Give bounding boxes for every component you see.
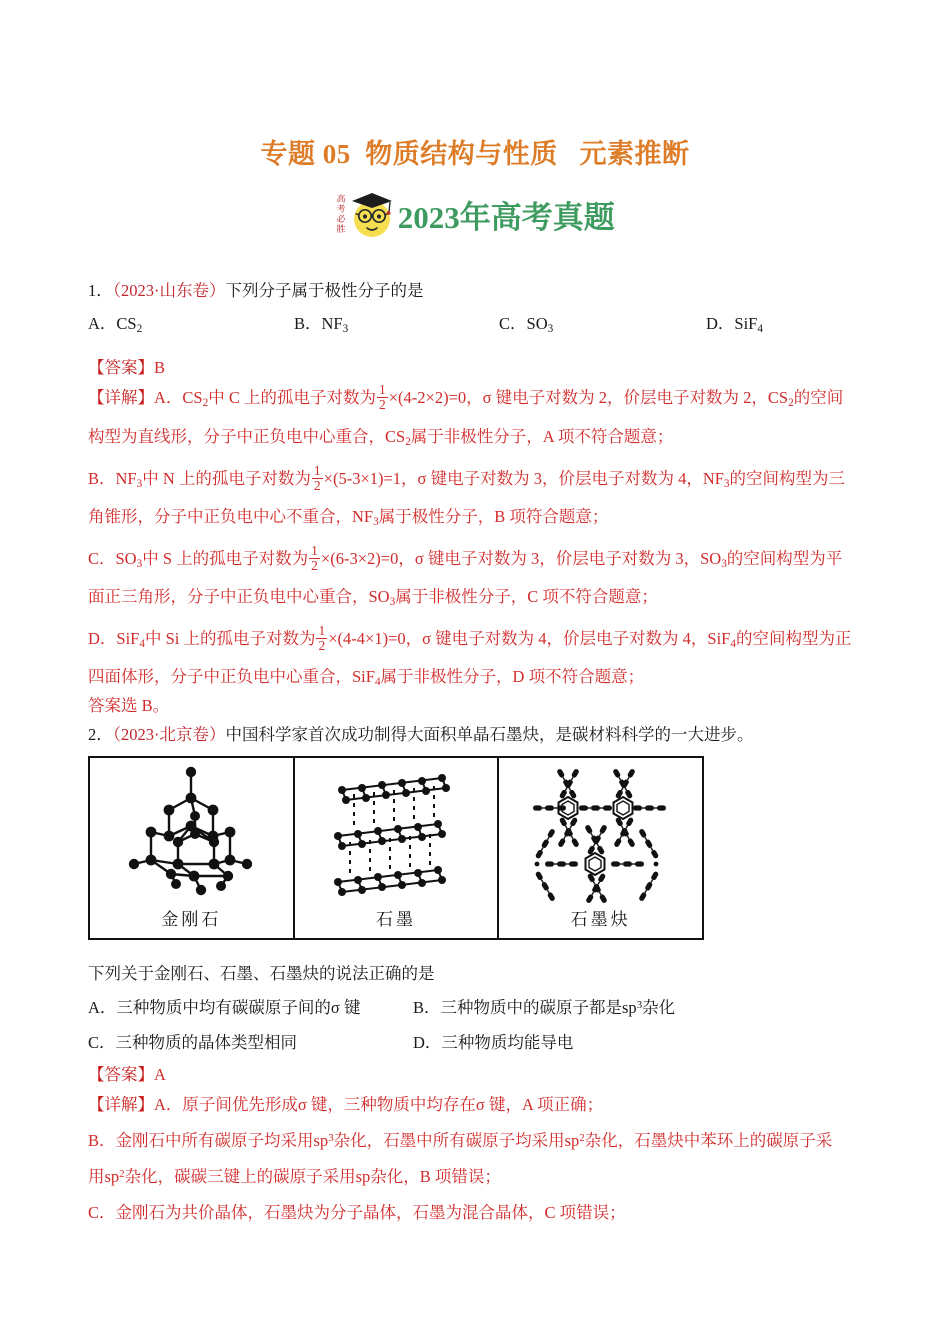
page-title: 专题 05 物质结构与性质 元素推断 — [260, 139, 690, 169]
q1-option-a-label: A． — [88, 314, 117, 333]
t: 属于非极性分子，D 项不符合题意； — [380, 667, 645, 686]
q2-option-b-label: B． — [413, 998, 441, 1017]
q1-source: （2023·山东卷） — [112, 281, 226, 300]
q2-option-c-text: 三种物质的晶体类型相同 — [115, 1033, 298, 1052]
t: C．SO — [88, 548, 137, 568]
q2-number: 2． — [88, 725, 113, 744]
q1-option-a[interactable] — [88, 310, 294, 335]
q2-option-c[interactable] — [88, 1029, 413, 1053]
q2-stem: 中国科学家首次成功制得大面积单晶石墨炔，是碳材料科学的一大进步。 — [225, 725, 754, 744]
t: 杂化，石墨中所有碳原子均采用sp — [333, 1131, 580, 1150]
q1-number: 1． — [88, 281, 113, 300]
t: 的空间 — [793, 387, 844, 407]
q1-option-d-formula: SiF — [734, 314, 758, 333]
t: 的空间构型为平 — [726, 548, 843, 568]
q1-option-d[interactable] — [706, 310, 763, 335]
graphite-layers-icon — [295, 762, 498, 905]
t: ×(5-3×1)=1，σ 键电子对数为 3，价层电子对数为 4，NF — [323, 468, 724, 488]
banner — [0, 186, 950, 242]
q1-explain-c-line2 — [88, 585, 888, 611]
q1-option-d-sub: 4 — [757, 323, 763, 336]
figure-cell-diamond — [90, 758, 295, 938]
q2-explain-b-line2 — [88, 1165, 888, 1190]
t: 3 — [136, 477, 143, 490]
t: ×(6-3×2)=0，σ 键电子对数为 3，价层电子对数为 3，SO — [320, 548, 722, 568]
q1-explain-c-line1 — [88, 544, 888, 573]
figure-cell-graphite — [295, 758, 500, 938]
q2-option-a-text: 三种物质中均有碳碳原子间的σ 键 — [116, 998, 361, 1017]
q1-answer-line — [88, 356, 888, 381]
t: 2 — [579, 1132, 585, 1145]
t: 四面体形，分子中正负电中心重合，SiF — [88, 667, 375, 686]
t: 属于极性分子，B 项符合题意； — [378, 507, 609, 526]
q2-option-b[interactable] — [413, 994, 675, 1018]
q2-option-d-label: D． — [413, 1033, 442, 1052]
t: 杂化，B 项错误； — [370, 1167, 501, 1186]
fraction-one-half — [316, 624, 327, 653]
q1-option-c-formula: SO — [526, 314, 548, 333]
t: 杂化 — [642, 998, 676, 1017]
t: 4 — [374, 676, 381, 689]
t: B．NF — [88, 468, 137, 488]
q1-option-a-formula: CS — [116, 314, 137, 333]
t: 3 — [389, 596, 396, 609]
q1-option-c-sub: 3 — [547, 323, 554, 336]
t: 3 — [636, 999, 643, 1012]
q1-option-c-label: C． — [499, 314, 527, 333]
q1-explain-d-line1 — [88, 624, 888, 653]
q2-answer-value: A — [154, 1065, 166, 1084]
figure-caption-graphite: 石墨 — [376, 910, 416, 929]
fraction-one-half — [309, 544, 320, 573]
diamond-lattice-icon — [90, 762, 293, 905]
t: 中 C 上的孤电子对数为 — [208, 387, 376, 407]
fraction-one-half — [377, 383, 388, 412]
t: 4 — [730, 637, 736, 650]
q2-source: （2023·北京卷） — [112, 725, 226, 744]
q1-options — [88, 310, 908, 335]
t: 的空间构型为三 — [729, 468, 846, 488]
t: 2 — [378, 396, 386, 412]
q1-option-b-formula: NF — [321, 314, 343, 333]
t: 2 — [311, 557, 318, 573]
q1-answer-tag: 【答案】 — [88, 358, 154, 377]
q2-options-row2 — [88, 1029, 908, 1053]
q1-option-d-label: D． — [706, 314, 735, 333]
t: 1 — [378, 382, 386, 397]
t: 1 — [313, 463, 321, 478]
q2-explain-a-line — [88, 1093, 888, 1118]
t: 杂化，碳碳三键上的碳原子采用sp — [124, 1167, 371, 1186]
q2-stem2: 下列关于金刚石、石墨、石墨炔的说法正确的是 — [88, 964, 435, 983]
q1-option-a-sub: 2 — [136, 323, 143, 336]
t: 3 — [328, 1132, 334, 1145]
q1-option-c[interactable] — [499, 310, 706, 335]
t: 1 — [318, 623, 326, 638]
q2-option-d[interactable] — [413, 1029, 573, 1053]
q1-option-b[interactable] — [294, 310, 499, 335]
q1-explain-b-line2 — [88, 505, 888, 531]
t: 属于非极性分子，A 项不符合题意； — [410, 427, 674, 446]
q2-option-a-label: A． — [88, 998, 117, 1017]
q2-option-d-text: 三种物质均能导电 — [441, 1033, 574, 1052]
q2-explain-b-line1 — [88, 1129, 888, 1154]
t: 2 — [405, 436, 411, 449]
t: 3 — [136, 557, 143, 570]
q1-explain-tag: 【详解】 — [88, 387, 154, 407]
t: ×(4-2×2)=0，σ 键电子对数为 2，价层电子对数为 2，CS — [388, 387, 789, 407]
graphdiyne-network-icon — [499, 762, 702, 905]
figure-caption-diamond: 金刚石 — [161, 910, 222, 929]
q1-explain-b-line1 — [88, 464, 888, 493]
t: A．CS — [154, 387, 203, 407]
graduate-smiley-icon — [347, 188, 397, 240]
t: 2 — [313, 477, 321, 493]
t: D．SiF — [88, 628, 140, 648]
t: 属于非极性分子，C 项不符合题意； — [395, 587, 658, 606]
q1-answer-value: B — [154, 358, 166, 377]
q1-stem-line — [88, 279, 888, 304]
figure-cell-graphdiyne — [499, 758, 702, 938]
q2-explain-tag: 【详解】 — [88, 1095, 154, 1114]
q2-options-row1 — [88, 994, 908, 1018]
q2-answer-tag: 【答案】 — [88, 1065, 154, 1084]
t: 3 — [723, 477, 730, 490]
q1-stem: 下列分子属于极性分子的是 — [225, 281, 424, 300]
q1-option-b-sub: 3 — [342, 323, 349, 336]
mascot-side-label: 高考必胜 — [335, 193, 346, 235]
t: 角锥形，分子中正负电中心不重合，NF — [88, 507, 374, 526]
t: 中 N 上的孤电子对数为 — [142, 468, 311, 488]
t: 2 — [202, 396, 209, 409]
t: A．原子间优先形成σ 键，三种物质中均存在σ 键，A 项正确； — [154, 1095, 604, 1114]
carbon-allotropes-figure — [88, 756, 704, 940]
t: 2 — [318, 637, 326, 653]
t: 2 — [788, 396, 794, 409]
q2-stem-line — [88, 723, 888, 748]
t: 三种物质中的碳原子都是sp — [440, 998, 637, 1017]
t: 中 S 上的孤电子对数为 — [142, 548, 309, 568]
q2-option-c-label: C． — [88, 1033, 116, 1052]
t: 构型为直线形，分子中正负电中心重合，CS — [88, 427, 406, 446]
q1-explain-d-line2 — [88, 665, 888, 691]
q1-final-answer: 答案选 B。 — [88, 696, 170, 715]
q1-option-b-label: B． — [294, 314, 322, 333]
t: 用sp — [88, 1167, 120, 1186]
t: 3 — [373, 516, 379, 529]
t: 1 — [311, 543, 318, 558]
q2-answer-line — [88, 1063, 888, 1088]
t: 中 Si 上的孤电子对数为 — [144, 628, 316, 648]
t: ×(4-4×1)=0，σ 键电子对数为 4，价层电子对数为 4，SiF — [328, 628, 731, 648]
t: 2 — [119, 1168, 125, 1181]
q1-explain-a-line1 — [88, 383, 888, 412]
q2-option-a[interactable] — [88, 994, 413, 1018]
t: B．金刚石中所有碳原子均采用sp — [88, 1131, 329, 1150]
t: 杂化，石墨炔中苯环上的碳原子采 — [584, 1131, 833, 1150]
q2-explain-c-line: C．金刚石为共价晶体，石墨炔为分子晶体，石墨为混合晶体，C 项错误； — [88, 1203, 626, 1222]
t: 的空间构型为正 — [735, 628, 852, 648]
t: 4 — [139, 637, 145, 650]
q1-explain-a-line2 — [88, 425, 888, 451]
mascot-logo — [335, 186, 397, 242]
fraction-one-half — [312, 464, 323, 493]
t: 3 — [721, 557, 727, 570]
figure-caption-graphdiyne: 石墨炔 — [570, 910, 631, 929]
t: 面正三角形，分子中正负电中心重合，SO — [88, 587, 390, 606]
banner-title: 2023年高考真题 — [397, 199, 615, 235]
